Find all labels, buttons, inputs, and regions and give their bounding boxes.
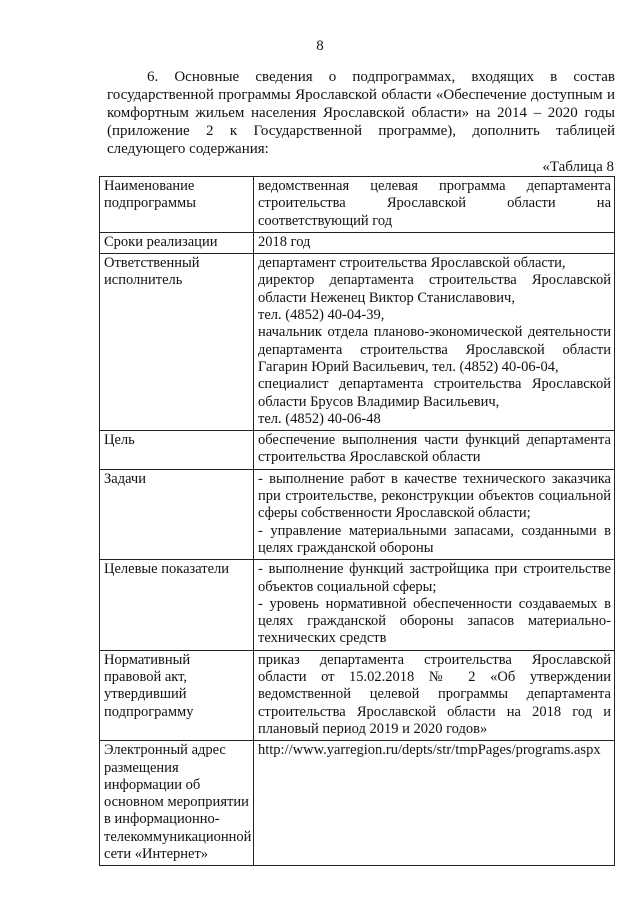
row-value — [254, 232, 615, 253]
row-label: Сроки реализации — [100, 232, 254, 253]
table-row — [100, 560, 615, 650]
row-label: Целевые показатели — [100, 560, 254, 650]
table-row — [100, 650, 615, 740]
row-label: Электронный адрес размещения информации об основном мероприятии в информационно-телекоммуникационной сети «Интернет» — [100, 741, 254, 866]
url-link[interactable]: http://www.yarregion.ru/depts/str/tmpPages/programs.aspx — [258, 742, 601, 759]
row-label: Цель — [100, 431, 254, 470]
value-line: тел. (4852) 40-06-48 — [258, 410, 381, 427]
row-value — [254, 469, 615, 559]
value-line: - выполнение функций застройщика при строительстве объектов социальной сферы; — [258, 561, 611, 595]
value-line: ведомственная целевая программа департамента строительства Ярославской области на соответствующий год — [258, 178, 611, 229]
value-line: тел. (4852) 40-04-39, — [258, 307, 385, 324]
value-line: обеспечение выполнения части функций департамента строительства Ярославской области — [258, 432, 611, 466]
value-line: - управление материальными запасами, созданными в целях гражданской обороны — [258, 522, 611, 556]
value-line: начальник отдела планово-экономической деятельности департамента строительства Ярославской области Гагарин Юрий Васильевич, тел. (4852) 40-06-04, — [258, 324, 611, 375]
table-row — [100, 232, 615, 253]
page-number: 8 — [316, 38, 324, 54]
value-line: приказ департамента строительства Ярославской области от 15.02.2018 № 2 «Об утверждении ведомственной целевой программы департамента строительства Ярославской области на 2018 год и плановый период 2019 и 2020 годов» — [258, 651, 611, 737]
value-line: специалист департамента строительства Ярославской области Брусов Владимир Васильевич, — [258, 376, 611, 410]
row-value — [254, 650, 615, 740]
row-value — [254, 431, 615, 470]
row-value — [254, 741, 615, 866]
table-row — [100, 431, 615, 470]
table-row — [100, 741, 615, 866]
table-row — [100, 254, 615, 431]
row-value — [254, 560, 615, 650]
row-value — [254, 177, 615, 233]
table-caption: «Таблица 8 — [542, 159, 614, 175]
table-row — [100, 469, 615, 559]
subprogram-info-table — [99, 176, 615, 866]
row-label: Нормативный правовой акт, утвердивший подпрограмму — [100, 650, 254, 740]
value-line: департамент строительства Ярославской области, — [258, 255, 566, 272]
value-line: - выполнение работ в качестве технического заказчика при строительстве, реконструкции объектов социальной сферы собственности Ярославской области; — [258, 470, 611, 522]
value-line: директор департамента строительства Ярославской области Неженец Виктор Станиславович, — [258, 272, 611, 306]
value-line: - уровень нормативной обеспеченности создаваемых в целях гражданской обороны запасов материально-технических средств — [258, 595, 611, 647]
intro-paragraph — [107, 68, 615, 158]
row-label: Наименование подпрограммы — [100, 177, 254, 233]
row-value — [254, 254, 615, 431]
table-row — [100, 177, 615, 233]
intro-text: 6. Основные сведения о подпрограммах, входящих в состав государственной программы Ярославской области «Обеспечение доступным и комфортным жильем населения Ярославской области» на 2014 – 2020 годы (приложение 2 к Государственной программе), дополнить таблицей следующего содержания: — [107, 69, 615, 157]
row-label: Задачи — [100, 469, 254, 559]
row-label: Ответственный исполнитель — [100, 254, 254, 431]
value-line: 2018 год — [258, 233, 311, 250]
